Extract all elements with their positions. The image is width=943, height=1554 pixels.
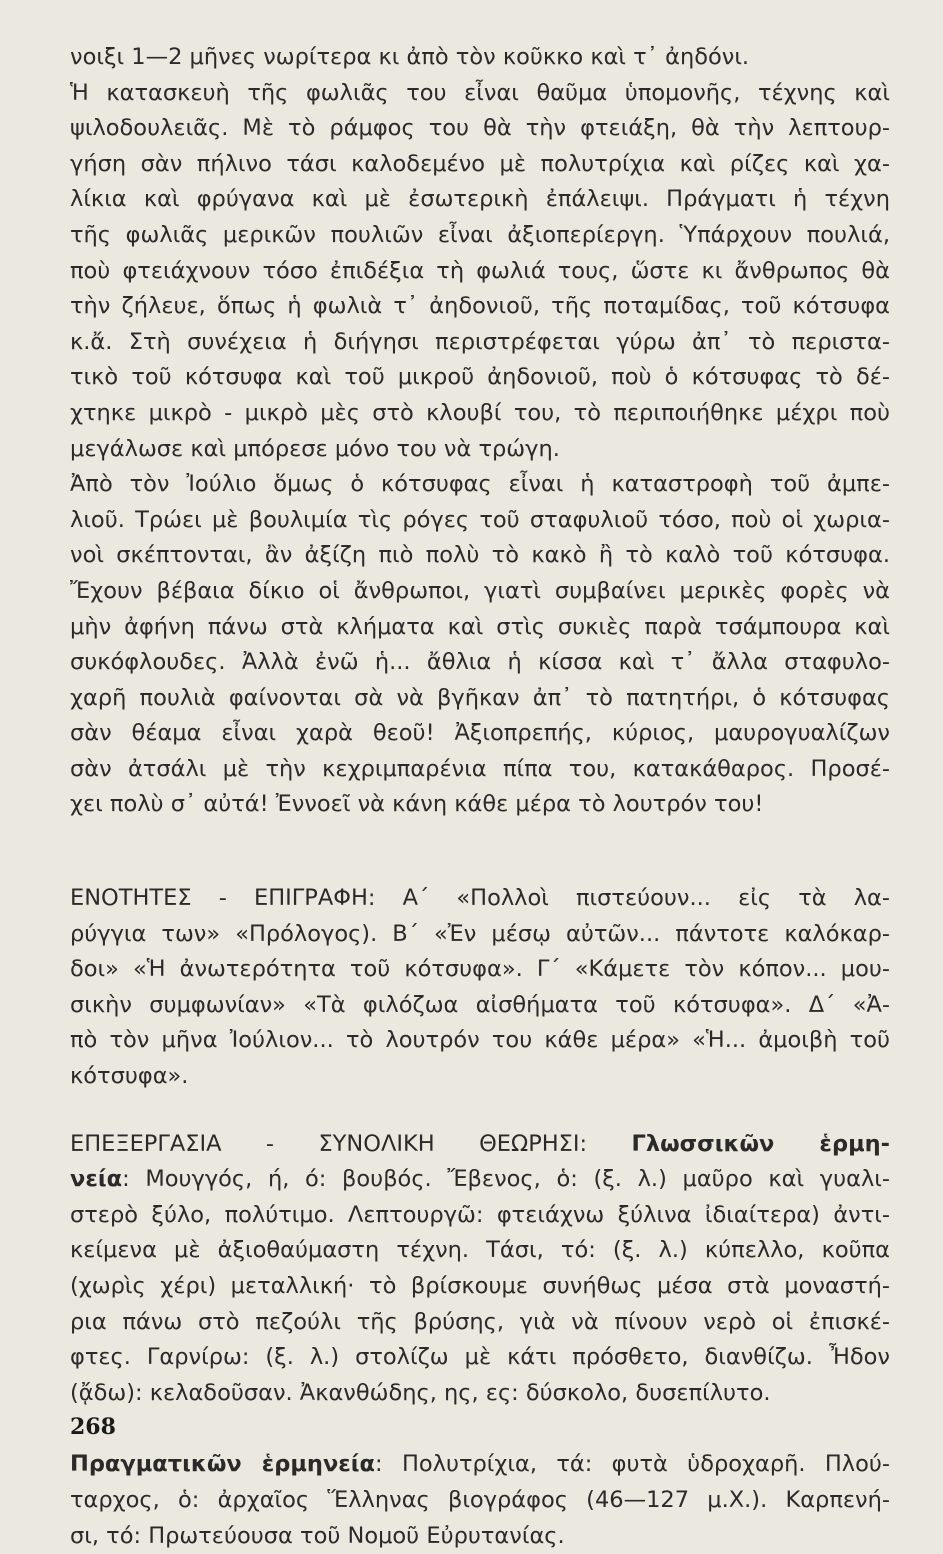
glossary-heading-bold-continued: νεία	[70, 1166, 123, 1193]
page-number: 268	[70, 1414, 116, 1440]
text-line: Ἀπὸ τὸν Ἰούλιο ὅμως ὁ κότσυφας εἶναι ἡ καταστροφὴ τοῦ ἀμπε-	[70, 471, 890, 498]
text-line: σι, τό: Πρωτεύουσα τοῦ Νομοῦ Εὐρυτανίας.	[70, 1522, 565, 1549]
text-line: μεγάλωσε καὶ μπόρεσε μόνο του νὰ τρώγη.	[70, 435, 560, 462]
text-line	[70, 1162, 890, 1198]
glossary-paragraph	[70, 1127, 890, 1412]
glossary-heading-prefix: ΕΠΕΞΕΡΓΑΣΙΑ - ΣΥΝΟΛΙΚΗ ΘΕΩΡΗΣΙ:	[70, 1130, 632, 1157]
factual-heading-line	[70, 1447, 890, 1483]
text-line: χτηκε μικρὸ - μικρὸ μὲς στὸ κλουβί του, τὸ περιποιήθηκε μέχρι ποὺ	[70, 399, 890, 426]
glossary-line-rest: : Μουγγός, ή, ό: βουβός. Ἔβενος, ὁ: (ξ. λ.) μαῦρο καὶ γυαλι-	[122, 1166, 890, 1193]
text-line: ρια πάνω στὸ πεζούλι τῆς βρύσης, γιὰ νὰ πίνουν νερὸ οἱ ἐπισκέ-	[70, 1308, 890, 1335]
text-line: σὰν θέαμα εἶναι χαρὰ θεοῦ! Ἀξιοπρεπής, κύριος, μαυρογυαλίζων	[70, 720, 890, 747]
factual-paragraph	[70, 1447, 890, 1554]
text-line: φτες. Γαρνίρω: (ξ. λ.) στολίζω μὲ κάτι πρόσθετο, διανθίζω. Ἦδον	[70, 1344, 890, 1371]
text-line: χει πολὺ σ᾽ αὐτά! Ἐννοεῖ νὰ κάνη κάθε μέρα τὸ λουτρόν του!	[70, 791, 764, 818]
text-line: Ἔχουν βέβαια δίκιο οἱ ἄνθρωποι, γιατὶ συμβαίνει μερικὲς φορὲς νὰ	[70, 577, 890, 604]
text-line: δοι» «Ἡ ἀνωτερότητα τοῦ κότσυφα». Γ΄ «Κάμετε τὸν κόπον... μου-	[70, 956, 890, 983]
paragraph-blackbird-vineyard	[70, 467, 890, 823]
text-line: τικὸ τοῦ κότσυφα καὶ τοῦ μικροῦ ἀηδονιοῦ, ποὺ ὁ κότσυφας τὸ δέ-	[70, 364, 890, 391]
text-line: (χωρὶς χέρι) μεταλλική· τὸ βρίσκουμε συνήθως μέσα στὰ μοναστή-	[70, 1273, 890, 1299]
sections-paragraph	[70, 881, 890, 1095]
text-line: κότσυφα».	[70, 1063, 189, 1090]
text-column	[70, 40, 890, 1554]
text-line: τῆς φωλιᾶς μερικῶν πουλιῶν εἶναι ἀξιοπερίεργη. Ὑπάρχουν πουλιά,	[70, 221, 890, 248]
text-line: γήση σὰν πήλινο τάσι καλοδεμένο μὲ πολυτρίχια καὶ ρίζες καὶ χα-	[70, 150, 890, 177]
text-line: ρύγγια των» «Πρόλογος). Β΄ «Ἐν μέσῳ αὐτῶν... πάντοτε καλόκαρ-	[70, 920, 890, 947]
text-line: χαρῆ πουλιὰ φαίνονται σὰ νὰ βγῆκαν ἀπ᾽ τὸ πατητήρι, ὁ κότσυφας	[70, 684, 890, 711]
text-line: κείμενα μὲ ἀξιοθαύμαστη τέχνη. Τάσι, τό: (ξ. λ.) κύπελλο, κοῦπα	[70, 1237, 890, 1264]
factual-line-rest: : Πολυτρίχια, τά: φυτὰ ὑδροχαρῆ. Πλού-	[375, 1451, 891, 1478]
text-line: λιοῦ. Τρώει μὲ βουλιμία τὶς ρόγες τοῦ σταφυλιοῦ τόσο, ποὺ οἱ χωρια-	[70, 506, 890, 533]
glossary-heading-bold: Γλωσσικῶν ἑρμη-	[631, 1130, 890, 1157]
text-line: νοιξι 1—2 μῆνες νωρίτερα κι ἀπὸ τὸν κοῦκκο καὶ τ᾽ ἀηδόνι.	[70, 44, 750, 70]
factual-heading: Πραγματικῶν ἑρμηνεία	[70, 1451, 376, 1478]
text-line: λίκια καὶ φρύγανα καὶ μὲ ἐσωτερικὴ ἐπάλειψι. Πράγματι ἡ τέχνη	[70, 186, 890, 213]
text-line: τὴν ζήλευε, ὅπως ἡ φωλιὰ τ᾽ ἀηδονιοῦ, τῆς ποταμίδας, τοῦ κότσυφα	[70, 293, 890, 320]
text-line: νοὶ σκέπτονται, ἂν ἀξίζη πιὸ πολὺ τὸ κακὸ ἢ τὸ καλὸ τοῦ κότσυφα.	[70, 542, 890, 569]
paragraph-nest-description	[70, 40, 890, 467]
text-line: ψιλοδουλειᾶς. Μὲ τὸ ράμφος του θὰ τὴν φτειάξη, θὰ τὴν λεπτουρ-	[70, 115, 890, 142]
text-line: σικὴν συμφωνίαν» «Τὰ φιλόζωα αἰσθήματα τοῦ κότσυφα». Δ΄ «Ἀ-	[70, 991, 890, 1018]
glossary-heading-line	[70, 1127, 890, 1163]
text-line: σὰν ἀτσάλι μὲ τὴν κεχριμπαρένια πίπα του, κατακάθαρος. Προσέ-	[70, 755, 890, 782]
text-line: πὸ τὸν μῆνα Ἰούλιον... τὸ λουτρόν του κάθε μέρα» «Ἡ... ἀμοιβὴ τοῦ	[70, 1027, 890, 1054]
text-line: ταρχος, ὁ: ἀρχαῖος Ἕλληνας βιογράφος (46—127 μ.Χ.). Καρπενή-	[70, 1486, 890, 1513]
text-line: ΕΝΟΤΗΤΕΣ - ΕΠΙΓΡΑΦΗ: Α΄ «Πολλοὶ πιστεύουν... εἰς τὰ λα-	[70, 885, 890, 912]
text-line: ποὺ φτειάχνουν τόσο ἐπιδέξια τὴ φωλιά τους, ὥστε κι ἄνθρωπος θὰ	[70, 257, 890, 284]
text-line: μὴν ἀφήνη πάνω στὰ κλήματα καὶ στὶς συκιὲς παρὰ τσάμπουρα καὶ	[70, 613, 890, 640]
text-line: (ᾄδω): κελαδοῦσαν. Ἀκανθώδης, ης, ες: δύσκολο, δυσεπίλυτο.	[70, 1379, 771, 1406]
text-line: Ἡ κατασκευὴ τῆς φωλιᾶς του εἶναι θαῦμα ὑπομονῆς, τέχνης καὶ	[70, 79, 890, 106]
text-line: στερὸ ξύλο, πολύτιμο. Λεπτουργῶ: φτειάχνω ξύλινα ἰδιαίτερα) ἀντι-	[70, 1201, 890, 1228]
text-line: κ.ἄ. Στὴ συνέχεια ἡ διήγησι περιστρέφεται γύρω ἀπ᾽ τὸ περιστα-	[70, 328, 890, 355]
text-line: συκόφλουδες. Ἀλλὰ ἐνῶ ἡ... ἄθλια ἡ κίσσα καὶ τ᾽ ἄλλα σταφυλο-	[70, 649, 890, 676]
